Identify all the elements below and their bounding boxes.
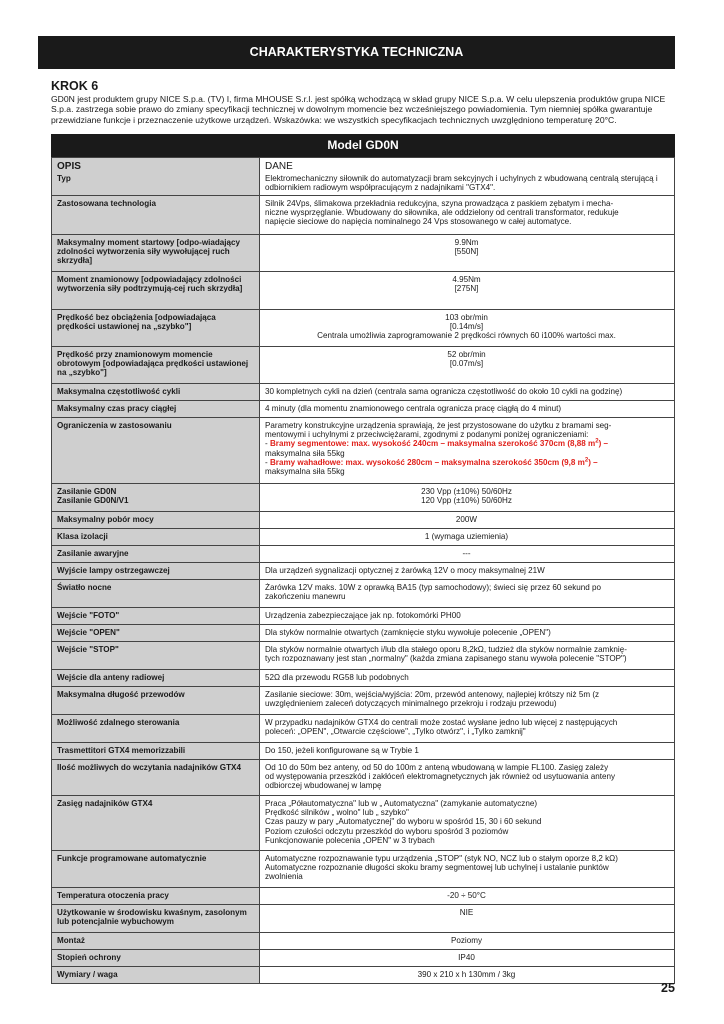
table-row (52, 546, 675, 563)
value-line: Praca „Półautomatyczna" lub w „ Automatyczna" (zamykanie automatyczne) (265, 799, 538, 808)
row-label: Klasa izolacji (52, 529, 260, 546)
value-line: [0.07m/s] (449, 359, 484, 369)
table-row (52, 272, 675, 310)
row-value (260, 715, 675, 743)
table-row (52, 905, 675, 933)
value-line: 9.9Nm (454, 238, 479, 247)
table-row (52, 933, 675, 950)
table-row (52, 347, 675, 384)
value-line: tych rozpoznawany jest stan „normalny" (każda zmiana zapisanego stanu wywoła polecenie "STOP") (265, 654, 627, 664)
value-line: Zasilanie sieciowe: 30m, wejścia/wyjścia: 20m, przewód antenowy, najlepiej krótszy niż 5m (z (265, 690, 600, 699)
table-row (52, 310, 675, 347)
bullet-dash: - (265, 457, 270, 467)
table-row (52, 760, 675, 796)
row-value (260, 687, 675, 715)
row-label: Prędkość przy znamionowym momencie obrotowym [odpowiadająca prędkości ustawionej na „szybko"] (52, 347, 260, 384)
row-value (260, 580, 675, 608)
value-line: 103 obr/min (445, 313, 488, 322)
row-label: Zastosowana technologia (52, 196, 260, 235)
row-label: Maksymalny pobór mocy (52, 512, 260, 529)
value-line: Centrala umożliwia zaprogramowanie 2 prędkości równych 60 i100% wartości max. (317, 331, 616, 341)
value-line: 390 x 210 x h 130mm / 3kg (417, 970, 516, 979)
row-value (260, 418, 675, 484)
value-line: --- (462, 549, 471, 558)
value-line: Żarówka 12V maks. 10W z oprawką BA15 (typ samochodowy); świeci się przez 60 sekund po (265, 583, 602, 592)
row-label: Maksymalny czas pracy ciągłej (52, 401, 260, 418)
row-label: Zasilanie awaryjne (52, 546, 260, 563)
red-warning-main: Bramy wahadłowe: max. wysokość 280cm – maksymalna szerokość 350cm (9,8 m (269, 457, 585, 467)
dane-header: DANE (265, 161, 293, 172)
opis-header-cell (52, 158, 260, 196)
table-row (52, 967, 675, 984)
label-line: Zasilanie GD0N/V1 (57, 496, 129, 506)
value-line: [275N] (454, 284, 479, 294)
value-line: Prędkość silników „ wolno" lub „ szybko" (265, 808, 409, 818)
row-label: Montaż (52, 933, 260, 950)
red-warning-text (270, 458, 598, 467)
dane-header-cell (260, 158, 675, 196)
typ-label: Typ (57, 174, 71, 183)
row-label: Moment znamionowy [odpowiadający zdolności wytworzenia siły podtrzymują-cej ruch skrzydła] (52, 272, 260, 310)
row-label: Wejście "OPEN" (52, 625, 260, 642)
row-value (260, 310, 675, 347)
row-value (260, 625, 675, 642)
value-line: Czas pauzy w pary „Automatycznej" do wyboru w spośród 15, 30 i 60 sekund (265, 817, 542, 827)
value-line: Dla urządzeń sygnalizacji optycznej z żarówką 12V o mocy maksymalnej 21W (265, 566, 545, 575)
value-line: poleceń: „OPEN", „Otwarcie częściowe", „Tylko otwórz", i „Tylko zamknij" (265, 727, 526, 737)
value-line: 1 (wymaga uziemienia) (424, 532, 509, 541)
row-value (260, 796, 675, 851)
value-line: mentowymi i uchylnymi z przeciwciężarami, zgodnymi z podanymi poniżej ograniczeniami: (265, 430, 589, 440)
table-row (52, 670, 675, 687)
value-line: Od 10 do 50m bez anteny, od 50 do 100m z anteną wbudowaną w lampie FL100. Zasięg zależy (265, 763, 609, 772)
row-label: Stopień ochrony (52, 950, 260, 967)
row-label: Funkcje programowane automatycznie (52, 851, 260, 888)
gate-limit-swing (265, 458, 668, 467)
table-row (52, 687, 675, 715)
table-row (52, 512, 675, 529)
row-label: Zasięg nadajników GTX4 (52, 796, 260, 851)
red-warning-main: Bramy segmentowe: max. wysokość 240cm – maksymalna szerokość 370cm (8,88 m (269, 439, 596, 449)
table-row (52, 851, 675, 888)
table-row (52, 715, 675, 743)
value-line: 52 obr/min (447, 350, 486, 359)
row-value (260, 950, 675, 967)
value-line: 230 Vpp (±10%) 50/60Hz (421, 487, 512, 496)
table-row (52, 401, 675, 418)
value-line: Dla styków normalnie otwartych i/lub dla stałego oporu 8,2kΩ, tudzież dla styków normalnie zamknię- (265, 645, 627, 654)
row-value (260, 529, 675, 546)
value-line: Automatyczne rozpoznanie długości skoku bramy segmentowej lub uchylnej i ustalanie punktów (265, 863, 609, 873)
row-value (260, 760, 675, 796)
table-row (52, 888, 675, 905)
red-warning-text (270, 439, 608, 448)
value-line: niczne wysprzęglanie. Wbudowany do siłownika, ale oddzielony od centrali transformator, redukuje (265, 208, 619, 218)
row-label: Maksymalny moment startowy [odpo-wiadający zdolności wytworzenia siły wywołującej ruch skrzydła] (52, 235, 260, 272)
table-row (52, 950, 675, 967)
table-row (52, 608, 675, 625)
model-title-bar: Model GD0N (51, 134, 675, 157)
value-line: Do 150, jeżeli konfigurowane są w Trybie 1 (265, 746, 419, 755)
row-value (260, 272, 675, 310)
red-warning-sup: 2 (595, 438, 599, 445)
row-label: Prędkość bez obciążenia [odpowiadająca prędkości ustawionej na „szybko"] (52, 310, 260, 347)
row-value (260, 196, 675, 235)
row-label: Temperatura otoczenia pracy (52, 888, 260, 905)
value-line: 52Ω dla przewodu RG58 lub podobnych (265, 673, 409, 682)
intro-paragraph: GD0N jest produktem grupy NICE S.p.a. (TV) I, firma MHOUSE S.r.l. jest spółką wchodzącą w skład grupy NICE S.p.a. W celu ulepszenia produktów grupa NICE S.p.a. zastrzega sobie prawo do zmiany specyfikacji technicznej w dowolnym momencie bez wcześniejszego powiadomienia. Tym niemniej spółka gwarantuje przewidziane funkcje i przeznaczenie użytkowe urządzeń. Wskazówka: we wszystkich specyfikacjach technicznych uwzględniono temperaturę 20°C. (51, 94, 666, 125)
table-row (52, 384, 675, 401)
row-label: Ilość możliwych do wczytania nadajników GTX4 (52, 760, 260, 796)
value-line: zwolnienia (265, 872, 303, 882)
row-label: Możliwość zdalnego sterowania (52, 715, 260, 743)
value-line: -20 ÷ 50°C (447, 891, 486, 900)
table-row (52, 580, 675, 608)
row-value (260, 967, 675, 984)
label-line: Zasilanie GD0N (57, 487, 117, 496)
value-line: maksymalna siła 55kg (265, 448, 345, 458)
value-line: Poziomy (450, 936, 483, 945)
row-value (260, 888, 675, 905)
page-number: 25 (661, 981, 675, 995)
red-warning-end: ) – (588, 457, 598, 467)
value-line: uwzględnieniem zaleceń dotyczących minimalnego przekroju i rodzaju przewodu) (265, 699, 557, 709)
table-row (52, 796, 675, 851)
step-heading: KROK 6 (51, 79, 99, 93)
value-line: NIE (459, 908, 474, 917)
row-value (260, 235, 675, 272)
value-line: Funkcjonowanie polecenia „OPEN" w 3 trybach (265, 835, 435, 845)
row-label: Wejście dla anteny radiowej (52, 670, 260, 687)
row-label: Wejście "STOP" (52, 642, 260, 670)
gate-limit-sectional (265, 439, 668, 448)
table-row (52, 625, 675, 642)
value-line: Automatyczne rozpoznawanie typu urządzenia „STOP" (styk NO, NCZ lub o stałym oporze 8,2 kΩ) (265, 854, 618, 863)
row-value (260, 484, 675, 512)
section-title-bar: CHARAKTERYSTYKA TECHNICZNA (38, 36, 675, 69)
value-line: Parametry konstrukcyjne urządzenia sprawiają, że jest przystosowane do użytku z bramami seg- (265, 421, 612, 430)
row-label: Ograniczenia w zastosowaniu (52, 418, 260, 484)
value-line: napięcie sieciowe do napięcia nominalnego 24 Vps stosowanego w całej automatyce. (265, 217, 572, 227)
value-line: 120 Vpp (±10%) 50/60Hz (421, 496, 512, 506)
row-value (260, 608, 675, 625)
table-row (52, 529, 675, 546)
table-row (52, 235, 675, 272)
table-row (52, 743, 675, 760)
row-value (260, 905, 675, 933)
value-line: [550N] (454, 247, 479, 257)
row-value (260, 512, 675, 529)
value-line: 200W (455, 515, 478, 524)
red-warning-sup: 2 (584, 457, 589, 464)
value-line: W przypadku nadajników GTX4 do centrali może zostać wysłane jedno lub więcej z następujących (265, 718, 618, 727)
value-line: 4 minuty (dla momentu znamionowego centrala ogranicza pracę ciągłą do 4 minut) (265, 404, 562, 413)
row-value (260, 563, 675, 580)
row-value (260, 851, 675, 888)
bullet-dash: - (265, 439, 270, 449)
value-line: Poziom czułości odczytu przeszkód do wyboru spośród 3 poziomów (265, 826, 509, 836)
value-line: 30 kompletnych cykli na dzień (centrala sama ogranicza częstotliwość do około 10 cykli na godzinę) (265, 387, 623, 396)
spec-table (51, 157, 675, 984)
row-label: Maksymalna częstotliwość cykli (52, 384, 260, 401)
value-line: Urządzenia zabezpieczające jak np. fotokomórki PH00 (265, 611, 461, 620)
row-value (260, 347, 675, 384)
table-row (52, 563, 675, 580)
value-line: maksymalna siła 55kg (265, 467, 345, 477)
value-line: Silnik 24Vps, ślimakowa przekładnia redukcyjna, szyna prowadząca z paskiem zębatym i mecha- (265, 199, 614, 208)
row-label: Światło nocne (52, 580, 260, 608)
table-row (52, 642, 675, 670)
row-value (260, 642, 675, 670)
row-value (260, 933, 675, 950)
table-header-row (52, 158, 675, 196)
row-value (260, 384, 675, 401)
row-label (52, 484, 260, 512)
value-line: 4.95Nm (452, 275, 481, 284)
value-line: Dla styków normalnie otwartych (zamknięcie styku wywołuje polecenie „OPEN") (265, 628, 551, 637)
row-value (260, 670, 675, 687)
opis-header: OPIS (57, 161, 81, 172)
value-line: odbiorczej wbudowanej w lampę (265, 781, 382, 791)
row-value (260, 401, 675, 418)
row-label: Maksymalna długość przewodów (52, 687, 260, 715)
value-line: [0.14m/s] (449, 322, 484, 332)
row-label: Wejście "FOTO" (52, 608, 260, 625)
row-label: Wyjście lampy ostrzegawczej (52, 563, 260, 580)
value-line: zakończeniu manewru (265, 592, 346, 602)
value-line: IP40 (458, 953, 475, 962)
table-row (52, 418, 675, 484)
row-label: Wymiary / waga (52, 967, 260, 984)
value-line: od występowania przeszkód i zakłóceń elektromagnetycznych jak również od usytuowania anteny (265, 772, 616, 782)
red-warning-end: ) – (598, 439, 609, 449)
row-value (260, 743, 675, 760)
row-label: Użytkowanie w środowisku kwaśnym, zasolonym lub potencjalnie wybuchowym (52, 905, 260, 933)
row-label: Trasmettitori GTX4 memorizzabili (52, 743, 260, 760)
typ-value: Elektromechaniczny siłownik do automatyzacji bram sekcyjnych i uchylnych z wbudowaną centralą sterującą i odbiornikiem radiowym współpracującym z nadajnikami "GTX4". (265, 174, 658, 193)
table-row (52, 196, 675, 235)
row-value (260, 546, 675, 563)
table-row (52, 484, 675, 512)
